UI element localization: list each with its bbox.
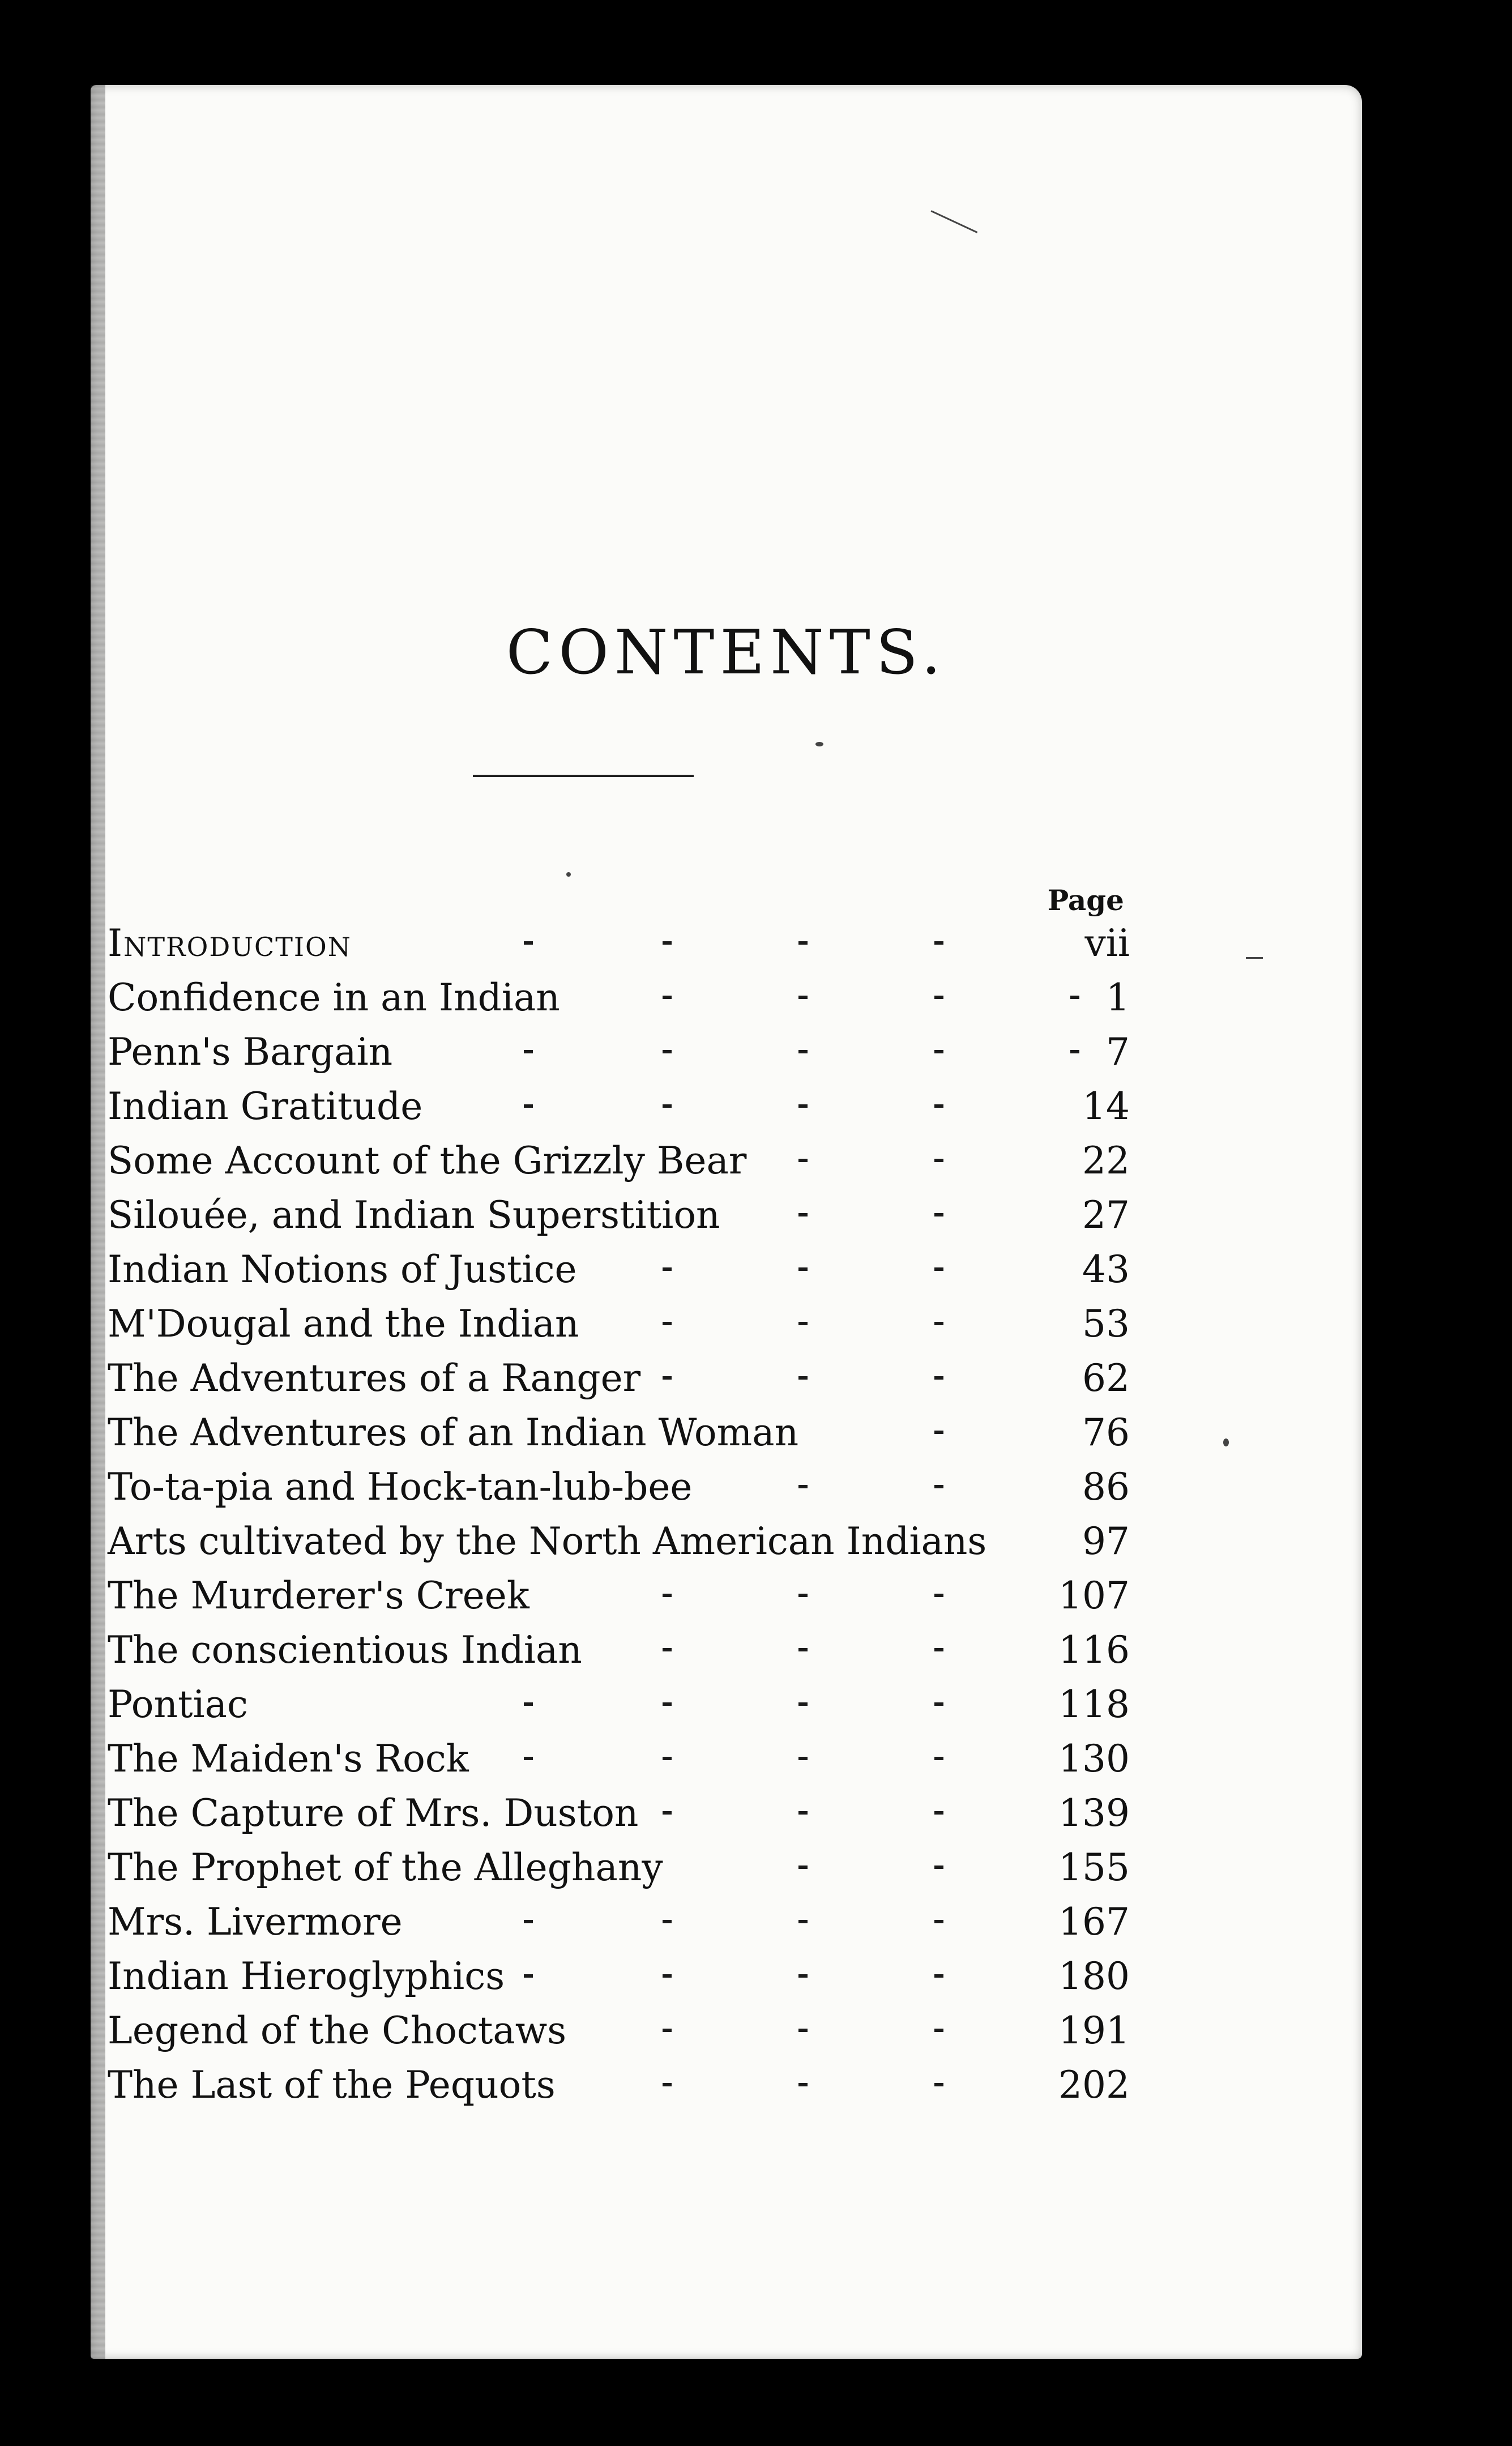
leader-dash [798,941,808,945]
toc-entry [108,2058,1130,2112]
toc-entry-title: Legend of the Choctaws [108,2009,567,2052]
toc-entry-page: 86 [1082,1465,1130,1509]
leader-dash [1070,1050,1079,1053]
toc-entry-page: 180 [1058,1954,1130,1998]
leader-dash [663,941,672,945]
table-of-contents [108,916,1130,2112]
title-rule-divider [473,775,694,777]
leader-dash [934,1702,943,1706]
leader-dash [524,941,533,945]
leader-dash [798,996,808,999]
toc-entry-title: Indian Hieroglyphics [108,1954,505,1998]
scan-speck [566,872,571,877]
leader-dash [798,1702,808,1706]
leader-dash [934,2083,943,2086]
leader-dash [934,1376,943,1380]
leader-dash [524,1974,533,1978]
scan-speck [931,210,978,233]
leader-dash [1070,996,1079,999]
leader-dash [798,1811,808,1815]
toc-entry [108,2004,1130,2058]
toc-entry-page: 139 [1058,1791,1130,1835]
toc-entry-page: 14 [1082,1085,1130,1128]
leader-dash [934,1267,943,1271]
toc-entry [108,1460,1130,1514]
toc-entry [108,916,1130,971]
leader-dash [798,1757,808,1760]
leader-dash [934,1974,943,1978]
leader-dash [798,1104,808,1108]
leader-dash [663,1920,672,1923]
leader-dash [798,1267,808,1271]
toc-entry [108,1569,1130,1623]
leader-dash [663,1811,672,1815]
leader-dash [934,1594,943,1597]
toc-entry [108,1188,1130,1243]
leader-dash [663,1702,672,1706]
leader-dash [934,1159,943,1162]
toc-entry [108,1677,1130,1732]
toc-entry [108,1949,1130,2004]
toc-entry [108,1841,1130,1895]
toc-entry-page: 22 [1082,1139,1130,1183]
toc-entry-title: Penn's Bargain [108,1030,393,1074]
leader-dash [663,1648,672,1651]
toc-entry-title: Indian Notions of Justice [108,1248,577,1291]
leader-dash [798,1648,808,1651]
toc-entry-title: The Last of the Pequots [108,2063,556,2107]
toc-entry [108,971,1130,1025]
leader-dash [798,2029,808,2032]
toc-entry-title: Indian Gratitude [108,1085,423,1128]
toc-entry-title: To-ta-pia and Hock-tan-lub-bee [108,1465,693,1509]
toc-entry-page: 97 [1082,1519,1130,1563]
toc-entry [108,1786,1130,1841]
leader-dash [934,1485,943,1488]
toc-entry-page: 76 [1082,1411,1130,1454]
toc-entry-title: Mrs. Livermore [108,1900,403,1944]
page-title: CONTENTS. [506,617,947,688]
leader-dash [663,1757,672,1760]
toc-entry-title: The Maiden's Rock [108,1737,469,1781]
leader-dash [934,1431,943,1434]
leader-dash [663,996,672,999]
toc-entry-title: The Adventures of an Indian Woman [108,1411,799,1454]
leader-dash [798,1322,808,1325]
toc-entry [108,1895,1130,1949]
toc-entry [108,1297,1130,1351]
toc-entry-title: The Prophet of the Alleghany [108,1846,663,1889]
leader-dash [934,1104,943,1108]
toc-entry-page: 27 [1082,1193,1130,1237]
leader-dash [663,1376,672,1380]
leader-dash [934,1920,943,1923]
toc-entry [108,1025,1130,1079]
toc-entry-page: 53 [1082,1302,1130,1346]
toc-entry-title: The Capture of Mrs. Duston [108,1791,639,1835]
leader-dash [663,1267,672,1271]
page-edge [91,85,105,2359]
toc-entry-title: Confidence in an Indian [108,976,560,1019]
leader-dash [934,1050,943,1053]
toc-entry-page: 167 [1058,1900,1130,1944]
toc-entry [108,1134,1130,1188]
leader-dash [524,1050,533,1053]
leader-dash [934,1757,943,1760]
leader-dash [934,1866,943,1869]
toc-entry-page: 155 [1058,1846,1130,1889]
toc-entry-page: 107 [1058,1574,1130,1617]
leader-dash [524,1920,533,1923]
leader-dash [663,2083,672,2086]
leader-dash [798,1376,808,1380]
leader-dash [934,1648,943,1651]
toc-entry [108,1514,1130,1569]
leader-dash [934,1811,943,1815]
leader-dash [934,2029,943,2032]
leader-dash [798,2083,808,2086]
leader-dash [663,1594,672,1597]
toc-entry-page: 130 [1058,1737,1130,1781]
leader-dash [798,1485,808,1488]
leader-dash [663,1974,672,1978]
scan-speck [815,742,823,746]
scan-speck [1246,957,1263,959]
toc-entry [108,1351,1130,1406]
toc-entry [108,1732,1130,1786]
toc-entry-page: vii [1084,921,1130,965]
toc-entry [108,1243,1130,1297]
book-page [91,85,1362,2359]
toc-entry-page: 43 [1082,1248,1130,1291]
toc-entry-title: Introduction [108,921,352,965]
leader-dash [798,1974,808,1978]
toc-entry-page: 191 [1058,2009,1130,2052]
toc-entry-title: Some Account of the Grizzly Bear [108,1139,747,1183]
leader-dash [798,1159,808,1162]
page-column-heading: Page [1047,883,1124,917]
leader-dash [524,1702,533,1706]
leader-dash [934,941,943,945]
leader-dash [798,1213,808,1216]
leader-dash [663,1104,672,1108]
toc-entry-title: Arts cultivated by the North American Indians [108,1519,987,1563]
leader-dash [934,1213,943,1216]
toc-entry-page: 202 [1058,2063,1130,2107]
toc-entry-title: The conscientious Indian [108,1628,582,1672]
leader-dash [934,1322,943,1325]
toc-entry [108,1623,1130,1677]
leader-dash [798,1594,808,1597]
toc-entry-title: Silouée, and Indian Superstition [108,1193,720,1237]
toc-entry-page: 7 [1106,1030,1130,1074]
leader-dash [934,996,943,999]
toc-entry-title: Pontiac [108,1683,248,1726]
leader-dash [524,1104,533,1108]
toc-entry-title: M'Dougal and the Indian [108,1302,579,1346]
toc-entry-page: 118 [1058,1683,1130,1726]
leader-dash [798,1866,808,1869]
leader-dash [524,1757,533,1760]
toc-entry [108,1079,1130,1134]
leader-dash [663,1322,672,1325]
toc-entry-title: The Adventures of a Ranger [108,1356,641,1400]
toc-entry-page: 1 [1106,976,1130,1019]
leader-dash [798,1050,808,1053]
toc-entry [108,1406,1130,1460]
leader-dash [663,1050,672,1053]
leader-dash [663,2029,672,2032]
toc-entry-page: 116 [1058,1628,1130,1672]
leader-dash [798,1920,808,1923]
toc-entry-title: The Murderer's Creek [108,1574,529,1617]
toc-entry-page: 62 [1082,1356,1130,1400]
scan-speck [1223,1438,1229,1446]
